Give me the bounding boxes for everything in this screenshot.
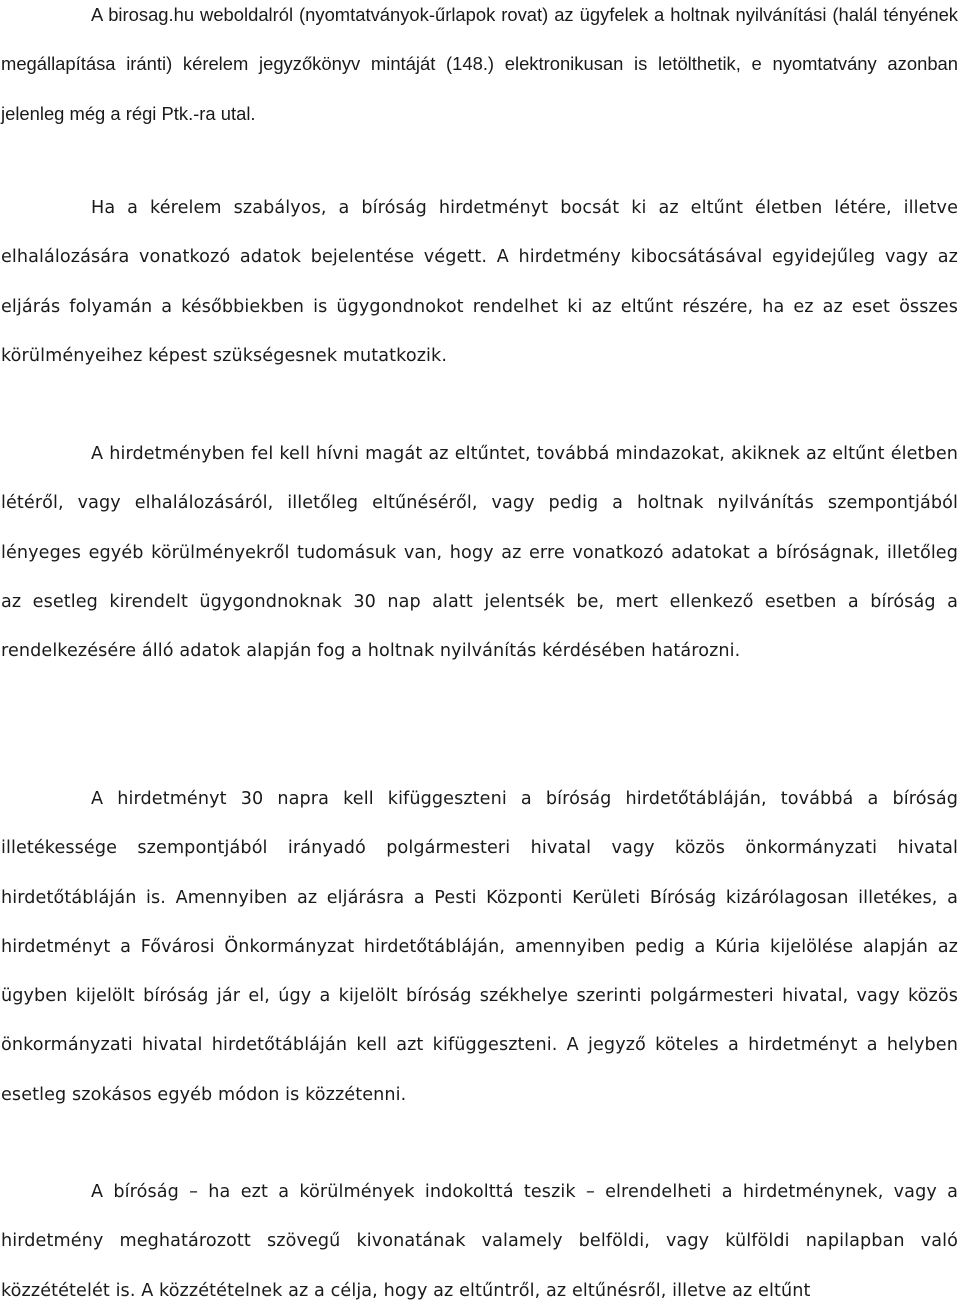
paragraph-announcement-posting: A hirdetményt 30 napra kell kifüggeszteni a bíróság hirdetőtábláján, továbbá a bíróság illetékessége szempontjából irányadó polgármesteri hivatal vagy közös önkormányzati hivatal hirdetőtábláján is. Amennyiben az eljárásra a Pesti Központi Kerületi Bíróság kizárólagosan illetékes, a hirdetményt a Fővárosi Önkormányzat hirdetőtábláján, amennyiben pedig a Kúria kijelölése alapján az ügyben kijelölt bíróság jár el, úgy a kijelölt bíróság székhelye szerinti polgármesteri hivatal, vagy közös önkormányzati hivatal hirdetőtábláján kell azt kifüggeszteni. A jegyző köteles a hirdetményt a helyben esetleg szokásos egyéb módon is közzétenni. [1, 789, 958, 1105]
paragraph-announcement-content: A hirdetményben fel kell hívni magát az eltűntet, továbbá mindazokat, akiknek az eltűnt életben létéről, vagy elhalálozásáról, illetőleg eltűnéséről, vagy pedig a holtnak nyilvánítás szempontjából lényeges egyéb körülményekről tudomásuk van, hogy az erre vonatkozó adatokat a bíróságnak, illetőleg az esetleg kirendelt ügygondnoknak 30 nap alatt jelentsék be, mert ellenkező esetben a bíróság a rendelkezésére álló adatok alapján fog a holtnak nyilvánítás kérdésében határozni. [1, 444, 958, 662]
paragraph-form-download: A birosag.hu weboldalról (nyomtatványok-űrlapok rovat) az ügyfelek a holtnak nyilvánítási (halál tényének megállapítása iránti) kérelem jegyzőkönyv mintáját (148.) elektronikusan is letölthetik, e nyomtatvány azonban jelenleg még a régi Ptk.-ra utal. [1, 4, 958, 124]
paragraph-announcement-publication: A bíróság – ha ezt a körülmények indokolttá teszik – elrendelheti a hirdetménynek, vagy a hirdetmény meghatározott szövegű kivonatának valamely belföldi, vagy külföldi napilapban való közzétételét is. A közzétételnek az a célja, hogy az eltűntről, az eltűnésről, illetve az eltűnt [1, 1182, 958, 1301]
paragraph-announcement-issue: Ha a kérelem szabályos, a bíróság hirdetményt bocsát ki az eltűnt életben létére, illetve elhalálozására vonatkozó adatok bejelentése végett. A hirdetmény kibocsátásával egyidejűleg vagy az eljárás folyamán a későbbiekben is ügygondnokot rendelhet ki az eltűnt részére, ha ez az eset összes körülményeihez képest szükségesnek mutatkozik. [1, 198, 958, 366]
